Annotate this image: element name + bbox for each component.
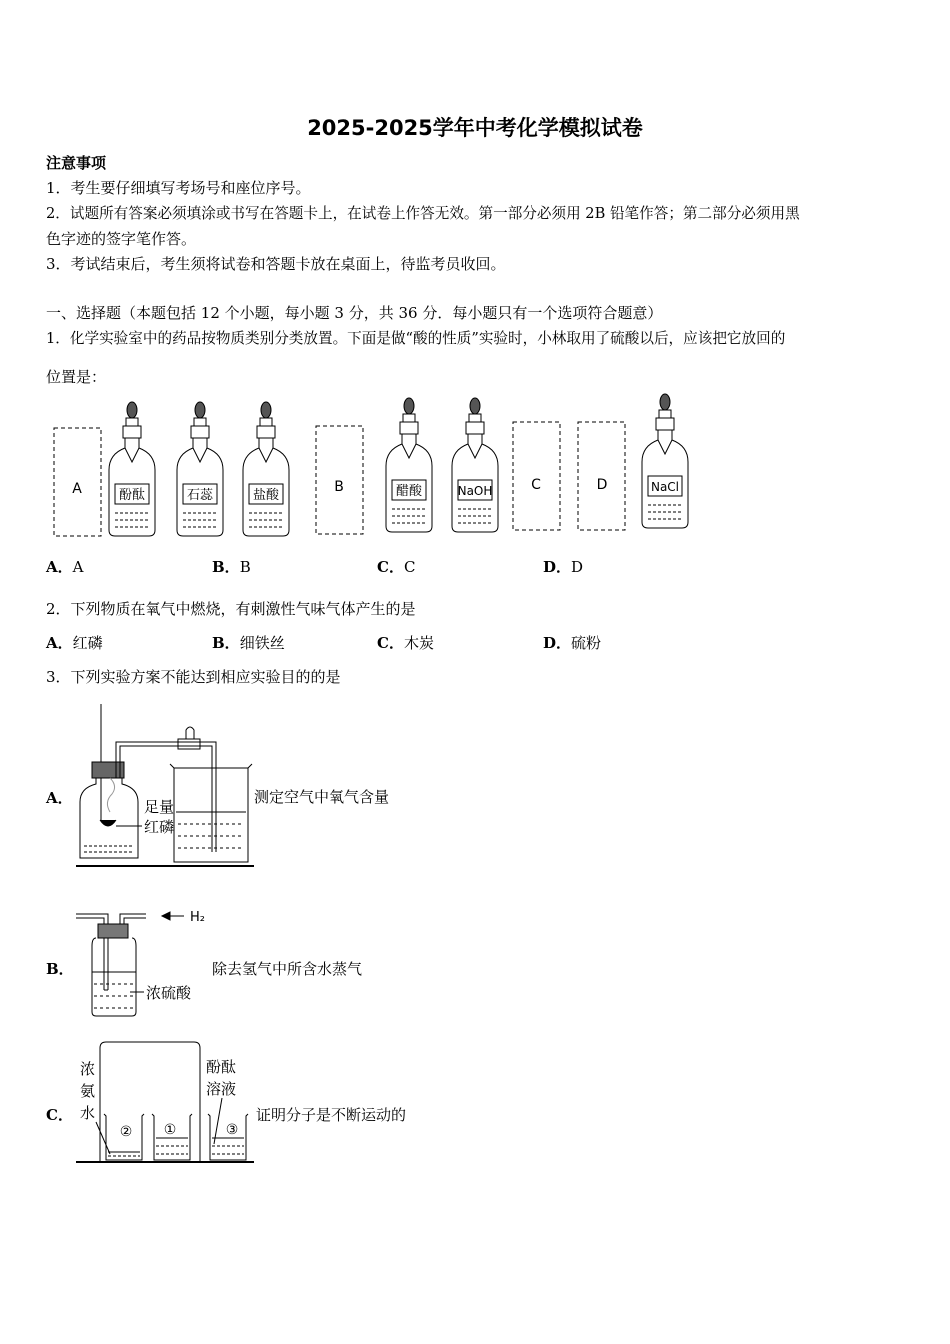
q2-option-b-text: 细铁丝 bbox=[239, 634, 285, 652]
q3-b-apparatus bbox=[74, 900, 224, 1020]
q3-option-a-letter[interactable]: A． bbox=[46, 789, 73, 807]
q3-c-beaker-label-3: ③ bbox=[225, 1122, 239, 1138]
q1-option-a[interactable] bbox=[46, 556, 83, 577]
q3-b-gas-label: H₂ bbox=[190, 910, 205, 925]
q3-a-apparatus bbox=[74, 702, 264, 872]
notice-item-2-line-2: 色字迹的签字笔作答。 bbox=[46, 230, 197, 248]
q1-option-d-text: D bbox=[571, 558, 584, 576]
section-heading: 一、选择题（本题包括 12 个小题，每小题 3 分，共 36 分．每小题只有一个选项符合题意） bbox=[46, 304, 663, 322]
q2-option-b[interactable] bbox=[212, 632, 285, 653]
q3-c-beaker-label-1: ① bbox=[163, 1122, 177, 1138]
q3-option-c-text: 证明分子是不断运动的 bbox=[256, 1106, 407, 1124]
q1-option-d-letter: D． bbox=[543, 558, 572, 576]
q1-option-b[interactable] bbox=[212, 556, 251, 577]
q2-stem: 2．下列物质在氧气中燃烧，有刺激性气味气体产生的是 bbox=[46, 600, 416, 618]
slot-c-label: C bbox=[531, 477, 541, 493]
q1-option-b-text: B bbox=[239, 558, 251, 576]
q1-option-c[interactable] bbox=[377, 556, 415, 577]
q2-option-d-text: 硫粉 bbox=[571, 634, 602, 652]
q3-a-label-line-2: 红磷 bbox=[144, 818, 175, 836]
bottle-5-label: NaOH bbox=[457, 484, 493, 498]
q3-c-apparatus bbox=[74, 1038, 258, 1168]
bottle-1-label: 酚酞 bbox=[118, 488, 146, 503]
notice-heading: 注意事项 bbox=[46, 154, 107, 172]
q1-option-a-letter: A． bbox=[46, 558, 73, 576]
q3-option-b-letter[interactable]: B． bbox=[46, 960, 74, 978]
slot-b-label: B bbox=[334, 479, 344, 495]
q3-b-liquid-label: 浓硫酸 bbox=[146, 984, 192, 1002]
q1-stem-line-2: 位置是： bbox=[46, 368, 107, 386]
bottle-naoh bbox=[452, 398, 498, 532]
bottle-3-label: 盐酸 bbox=[252, 488, 280, 503]
q2-option-b-letter: B． bbox=[212, 634, 240, 652]
q3-c-right-label-1: 酚酞 bbox=[206, 1058, 237, 1076]
q3-c-left-label-3: 水 bbox=[80, 1104, 96, 1122]
q1-option-c-letter: C． bbox=[377, 558, 404, 576]
q3-a-label-line-1: 足量 bbox=[144, 798, 175, 816]
q2-option-c[interactable] bbox=[377, 632, 434, 653]
q2-option-a[interactable] bbox=[46, 632, 103, 653]
q1-option-b-letter: B． bbox=[212, 558, 240, 576]
q2-option-a-letter: A． bbox=[46, 634, 73, 652]
q1-shelf-figure bbox=[46, 392, 706, 542]
bottle-litmus bbox=[177, 402, 223, 536]
bottle-nacl bbox=[642, 394, 688, 528]
bottle-phenolphthalein bbox=[109, 402, 155, 536]
q1-stem-line-1: 1．化学实验室中的药品按物质类别分类放置。下面是做“酸的性质”实验时，小林取用了硫酸以后，应该把它放回的 bbox=[46, 330, 786, 347]
bottle-6-label: NaCl bbox=[650, 480, 680, 494]
q3-option-a-text: 测定空气中氧气含量 bbox=[254, 788, 390, 806]
q3-option-b-text: 除去氢气中所含水蒸气 bbox=[212, 960, 363, 978]
q3-c-left-label-1: 浓 bbox=[80, 1060, 96, 1078]
bottle-2-label: 石蕊 bbox=[186, 488, 214, 503]
notice-item-2-line-1: 2．试题所有答案必须填涂或书写在答题卡上，在试卷上作答无效。第一部分必须用 2B 铅笔作答；第二部分必须用黑 bbox=[46, 205, 800, 222]
q2-option-c-text: 木炭 bbox=[403, 634, 434, 652]
slot-c-box bbox=[513, 422, 560, 530]
q2-option-a-text: 红磷 bbox=[72, 634, 103, 652]
q1-option-d[interactable] bbox=[543, 556, 583, 577]
q3-c-right-label-2: 溶液 bbox=[206, 1080, 237, 1098]
bottle-hydrochloric-acid bbox=[243, 402, 289, 536]
notice-item-3: 3．考试结束后，考生须将试卷和答题卡放在桌面上，待监考员收回。 bbox=[46, 255, 506, 273]
q3-option-c-letter[interactable]: C． bbox=[46, 1106, 73, 1124]
q1-option-c-text: C bbox=[403, 558, 416, 576]
page-title: 2025-2025学年中考化学模拟试卷 bbox=[307, 116, 643, 140]
q3-c-beaker-label-2: ② bbox=[119, 1124, 133, 1140]
q1-option-a-text: A bbox=[72, 558, 84, 576]
q2-option-d[interactable] bbox=[543, 632, 601, 653]
q3-c-left-label-2: 氨 bbox=[80, 1082, 96, 1100]
bottle-4-label: 醋酸 bbox=[395, 484, 423, 499]
notice-item-1: 1．考生要仔细填写考场号和座位序号。 bbox=[46, 179, 311, 197]
q2-option-d-letter: D． bbox=[543, 634, 572, 652]
slot-a-label: A bbox=[72, 481, 82, 497]
q3-stem: 3．下列实验方案不能达到相应实验目的的是 bbox=[46, 668, 341, 686]
slot-d-label: D bbox=[596, 477, 608, 493]
slot-d-box bbox=[578, 422, 625, 530]
bottle-acetic-acid bbox=[386, 398, 432, 532]
q2-option-c-letter: C． bbox=[377, 634, 404, 652]
